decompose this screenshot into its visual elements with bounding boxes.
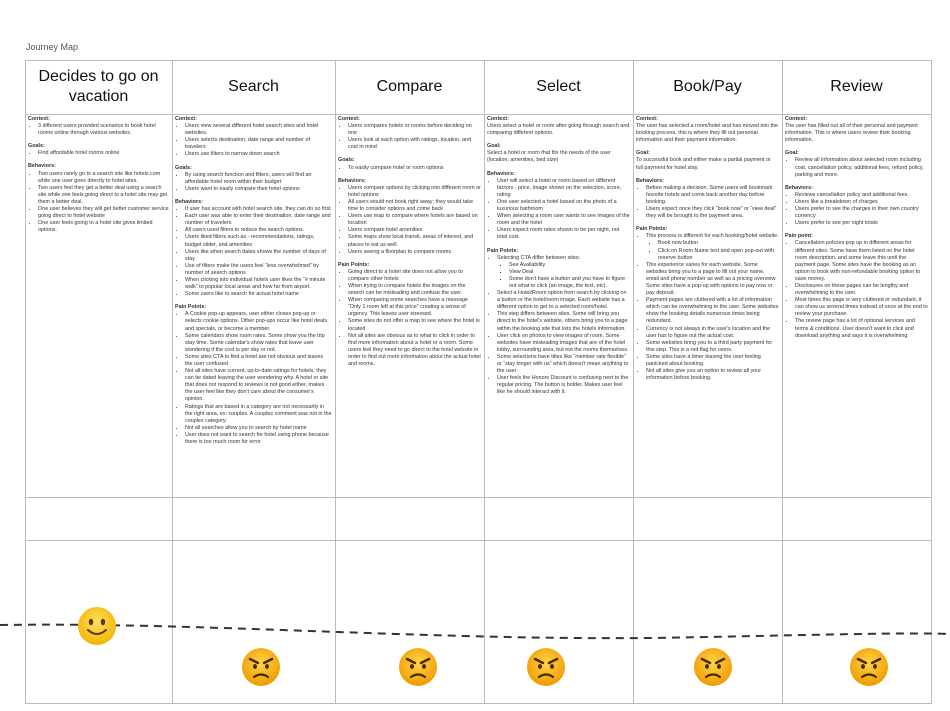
note-item: • When comparing some searches have a message “Only 1 room left at this price” creating a sense of urgency. This leaves user stressed. — [348, 297, 481, 318]
note-subitem: ▪ Some don't have a button and you have to figure out what to click (an image, the text, etc). — [509, 276, 630, 290]
note-item: • User feels the Honors Discount is confusing next to the regular pricing. The button is bolder. Makes user feel like he should interact with it. — [497, 375, 630, 396]
stage-title: Compare — [376, 78, 443, 95]
note-item: • The review page has a lot of optional services and terms & conditions. User doesn't want to click and download anything and says it is overwhelming. — [795, 318, 928, 339]
section-heading: Behaviors: — [338, 177, 366, 184]
note-paragraph: The user has selected a room/hotel and has moved into the booking process, this is where they fill out personal information and their payment information. — [636, 123, 779, 144]
note-paragraph: Select a hotel or room that fits the needs of the user (location, amenities, bed size) — [487, 150, 611, 164]
section-heading: Goals: — [338, 157, 355, 164]
note-item: • Users expect room rates shown to be per night, not total cost. — [497, 227, 630, 241]
section-heading: Behaviors: — [785, 184, 813, 191]
angry-face-icon — [693, 647, 733, 687]
section-heading: Context: — [175, 116, 197, 122]
note-item: • User will select a hotel or room based on different factors - price, image shown on the selection, score, rating — [497, 178, 630, 199]
note-item: • One user selected a hotel based on the photo of a luxurious bathroom — [497, 199, 630, 213]
note-item: • User click on photos to view images of room. Some websites have misleading images that are of the hotel lobby, surrounding area, but not the rooms themselves. — [497, 333, 630, 354]
note-item: • This experience varies for each website. Some websites bring you to a page to fill out your name, email and phone number as well as a pricing overview. Some sites have a pop-up with options to pay now or pay deposit. — [646, 262, 779, 297]
note-item: • All users used filters to reduce the search options. — [185, 227, 332, 234]
note-item: • Ratings that are based in a category are not necessarily in the right area, ex: couples. A couples comment was not in the couples category. — [185, 404, 332, 425]
note-item: • Cancellation policies pop up in different areas for different sites. Some have them listed on the hotel room description, and some leave this until the payment page. Some sites have the booking as an option to book with non-refundable booking option to save money. — [795, 240, 928, 283]
section-heading: Behaviors: — [28, 163, 56, 170]
emotion-line — [0, 625, 950, 638]
note-item: • Not all searches allow you to search by hotel name — [185, 425, 332, 432]
note-item: • Some calendars show room rates. Some show you the trip stay time. Some calendar's show rates that leave user wondering if the cost is per day or not. — [185, 333, 332, 354]
note-item: • Most times this page is very cluttered or redundant, it can show us several times instead of once at the end to review your purchase. — [795, 297, 928, 318]
note-item: • If user has account with hotel search site, they can do so first — [185, 206, 332, 213]
note-item: • Users like a breakdown of charges — [795, 199, 928, 206]
note-subitem: ▪ See Availability — [509, 262, 630, 269]
note-item: • When selecting a room user wants to see images of the room and the hotel — [497, 213, 630, 227]
section-heading: Goal: — [636, 150, 650, 157]
note-item: • Users look at each option with ratings, location, and cost in mind — [348, 137, 481, 151]
note-item: • To easily compare hotel or room options — [348, 165, 481, 172]
note-item: • Find affordable hotel rooms online — [38, 150, 169, 157]
note-item: • Some users like to search for actual hotel name — [185, 291, 332, 298]
note-item: • Users compares hotels or rooms before deciding on one — [348, 123, 481, 137]
note-item: • When clicking into individual hotels user likes the “# minute walk” to popular local areas and how far from airport. — [185, 277, 332, 291]
note-item: • Users compare hotel amenities — [348, 227, 481, 234]
note-item: • Some maps show local transit, areas of interest, and places to eat as well. — [348, 234, 481, 248]
note-item: • Users seeing a floorplan to compare rooms — [348, 249, 481, 256]
note-item: • 3 different users provided scenarios to book hotel rooms online through various websites. — [38, 123, 169, 137]
angry-face-icon — [241, 647, 281, 687]
note-item: • One user believes they will get better customer service going direct to hotel website — [38, 206, 169, 220]
note-paragraph: To successful book and either make a partial payment or full payment for hotel stay. — [636, 157, 771, 171]
note-item: • All users would not book right away; they would take time to consider options and come back — [348, 199, 481, 213]
note-item: • This step differs between sites. Some will bring you direct to the hotel's website, others bring you to a page within the booking site that lists the hotels information. — [497, 311, 630, 332]
section-heading: Pain Points: — [338, 261, 370, 268]
section-heading: Goal: — [487, 143, 501, 150]
note-item: • Some websites bring you to a third party payment for this step. This is a red flag for users. — [646, 340, 779, 354]
section-heading: Goals: — [28, 143, 45, 150]
note-item: • Going direct to a hotel site does not allow you to compare other hotels — [348, 269, 481, 283]
note-item: • Some sites CTA to find a hotel are not obvious and leaves the user confused — [185, 354, 332, 368]
note-item: • A Cookie pop-up appears, user either closes pop-up or selects cookie options. Other pop-ups occur like hotel deals and specials, or become a member. — [185, 311, 332, 332]
section-heading: Context: — [487, 116, 509, 122]
angry-face-icon — [398, 647, 438, 687]
note-text: This process is different for each booking/hotel website. — [646, 233, 779, 240]
note-item: • Payment pages are cluttered with a lot of information which can be overwhelming to the user. Some websites show the booking details numerous times being redundant. — [646, 297, 779, 325]
section-heading: Goals: — [175, 164, 192, 171]
note-item: • Before making a decision. Some users will bookmark favorite hotels and come back another day before booking. — [646, 185, 779, 206]
stage-title: Decides to go on vacation — [38, 68, 159, 105]
note-item: • Users view several different hotel search sites and hotel websites. — [185, 123, 332, 137]
note-item: • Two users feel they get a better deal using a search site while one feels going direct to a hotel site may get them a better deal. — [38, 185, 169, 206]
section-heading: Pain Points: — [487, 247, 519, 254]
note-item: • Each user was able to enter their destination, date range and number of travelers — [185, 213, 332, 227]
section-heading: Behaviors: — [487, 170, 515, 177]
section-heading: Context: — [785, 116, 807, 122]
section-heading: Goal: — [785, 150, 799, 157]
note-paragraph: Users select a hotel or room after going through search and comparing different options. — [487, 123, 630, 137]
note-item: • Some sites have a timer leaving the user feeling panicked about booking. — [646, 354, 779, 368]
happy-face-icon — [77, 606, 117, 646]
note-item: • By using search function and filters, users will find an affordable hotel room within their budget — [185, 172, 332, 186]
note-item: • Some sites do not offer a map to see where the hotel is located — [348, 318, 481, 332]
note-item: • Not all sites are obvious as to what to click in order to find more information about a hotel or a room. Some users feel they need to go direct to the hotel website in order to find out more information about the actual hotel and rooms. — [348, 333, 481, 368]
section-heading: Context: — [636, 116, 658, 122]
note-item: • Users use map to compare where hotels are based on location — [348, 213, 481, 227]
note-item: • Use of filters make the users feel “less overwhelmed” by number of search options — [185, 263, 332, 277]
note-item: • Reviews cancellation policy and additional fees. — [795, 192, 928, 199]
note-item: • Users compare options by clicking into different room or hotel options — [348, 185, 481, 199]
note-item: • Not all sites have current, up-to-date ratings for hotels, they can be dated leaving the user wondering why. A hotel or site that does not respond to reviews is not good either, makes the user feel like they don't care about the consumer's opinion. — [185, 368, 332, 403]
note-item: • Users selects destination, date range and number of travelers — [185, 137, 332, 151]
note-item: • Currency is not always in the user's location and the user has to figure out the actual cost. — [646, 326, 779, 340]
note-item: • Users liked filters such as - recommendations, ratings, budget slider, and amenities — [185, 234, 332, 248]
note-item: • Not all sites give you an option to review all your information before booking. — [646, 368, 779, 382]
note-item: • Some selections have titles like “member rate flexible” or “stay longer with us” which doesn't mean anything to the user — [497, 354, 630, 375]
note-item: • Review all information about selected room including cost, cancellation policy, additional fees, refund policy, parking and more. — [795, 157, 928, 178]
section-heading: Pain Points: — [175, 304, 207, 311]
note-item: • Disclosures on these pages can be lengthy and overwhelming to the user. — [795, 283, 928, 297]
page-title: Journey Map — [26, 42, 79, 52]
note-item: • Users prefer to see per night totals — [795, 220, 928, 227]
note-text: Selecting CTA differ between sites: — [497, 254, 581, 261]
note-subitem: ▪ View Deal — [509, 269, 630, 276]
stage-title: Book/Pay — [673, 78, 742, 95]
section-heading: Pain Points: — [636, 226, 668, 233]
stage-title: Search — [228, 78, 279, 95]
angry-face-icon — [849, 647, 889, 687]
angry-face-icon — [526, 647, 566, 687]
note-item: • Two users rarely go to a search site like hotels.com while one user goes directly to hotel sites. — [38, 171, 169, 185]
note-item: • Users like when search dates shows the number of days of stay — [185, 249, 332, 263]
section-heading: Context: — [28, 116, 50, 122]
note-item: • User does not want to search for hotel using phone because there is too much room for error — [185, 432, 332, 446]
section-heading: Pain point: — [785, 233, 813, 240]
note-subitem: ▪ Book now button — [658, 240, 779, 247]
section-heading: Context: — [338, 116, 360, 122]
note-item: • When trying to compare hotels the images on the search can be misleading and confuse the user. — [348, 283, 481, 297]
note-item: • Users use filters to narrow down search — [185, 151, 332, 158]
note-paragraph: The user has filled out all of their personal and payment information. This is where users review their booking information. — [785, 123, 918, 144]
section-heading: Behaviors: — [636, 177, 664, 184]
note-subitem: ▪ Click on Room Name text and open pop-out with reserve button — [658, 248, 779, 262]
stage-title: Review — [830, 78, 883, 95]
section-heading: Behaviors: — [175, 198, 203, 205]
note-item: • Users prefer to see the charges in their own country currency — [795, 206, 928, 220]
note-item: • One user feels going to a hotel site gives limited options. — [38, 220, 169, 234]
note-item: • Users expect once they click “book now” or “view deal” they will be brought to the payment area. — [646, 206, 779, 220]
note-item: • Users want to easily compare their hotel options — [185, 186, 332, 193]
note-item: • Select a Hotel/Room option from search by clicking on a button or the hotel/room image. Each website has a different option to get to a selected room/hotel. — [497, 290, 630, 311]
stage-title: Select — [536, 78, 581, 95]
